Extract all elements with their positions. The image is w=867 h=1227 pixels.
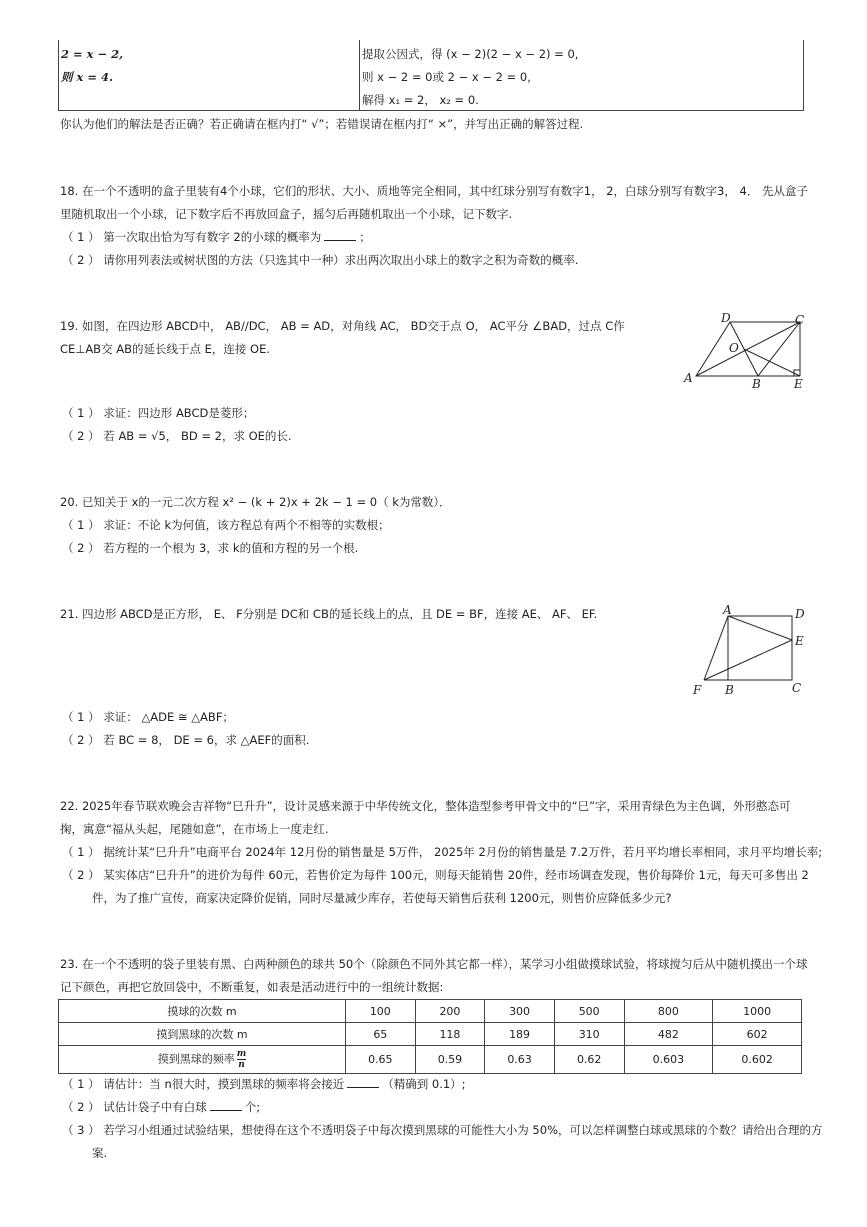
- table-cell: 189: [485, 1023, 555, 1046]
- fraction-m-over-n: [237, 1049, 247, 1070]
- square-abcd: [728, 616, 792, 680]
- rhombus-figure: [680, 310, 810, 392]
- q22-stem-2: 掬，寓意“福从头起，尾随如意”，在市场上一度走红.: [60, 822, 329, 836]
- q23-part-1: [62, 1076, 466, 1092]
- table-row: [59, 1046, 802, 1074]
- label-b: B: [752, 377, 761, 391]
- label-e: E: [794, 377, 803, 391]
- table-cell: 0.63: [485, 1046, 555, 1074]
- answer-blank[interactable]: [210, 1100, 242, 1111]
- q18-part-2: （ 2 ） 请你用列表法或树状图的方法（只选其中一种）求出两次取出小球上的数字之积为奇数的概率.: [62, 253, 579, 267]
- q18-stem-1: 18. 在一个不透明的盒子里装有4个小球，它们的形状、大小、质地等完全相同，其中红球分别写有数字1， 2，白球分别写有数字3， 4． 先从盒子: [60, 184, 808, 198]
- segment-oe: [744, 349, 800, 376]
- left-line-2: 则 x = 4.: [61, 70, 114, 84]
- label-a: A: [723, 603, 732, 617]
- label-c: C: [795, 313, 805, 327]
- label-c: C: [792, 681, 802, 695]
- q18-part-1: [62, 229, 371, 245]
- table-cell: 800: [624, 1000, 713, 1023]
- q17-instruction: 你认为他们的解法是否正确？若正确请在框内打“ √”；若错误请在框内打“ ×”，并写出正确的解答过程.: [60, 117, 584, 131]
- table-cell: 1000: [713, 1000, 802, 1023]
- q22-part-1: （ 1 ） 据统计某“巳升升”电商平台 2024年 12月份的销售量是 5万件， 2025年 2月份的销售量是 7.2万件，若月平均增长率相同，求月平均增长率;: [62, 845, 823, 859]
- row-header-black-count: 摸到黑球的次数 m: [59, 1023, 346, 1046]
- q23-stem-1: 23. 在一个不透明的袋子里装有黑、白两种颜色的球共 50个（除颜色不同外其它都一样），某学习小组做摸球试验，将球搅匀后从中随机摸出一个球: [60, 957, 808, 971]
- label-f: F: [693, 683, 702, 697]
- left-line-1: 2 = x − 2,: [61, 47, 124, 61]
- row-header-black-frequency: [59, 1046, 346, 1074]
- q22-stem-1: 22. 2025年春节联欢晚会吉祥物“巳升升”，设计灵感来源于中华传统文化，整体造型参考甲骨文中的“巳”字，采用青绿色为主色调，外形憨态可: [60, 799, 791, 813]
- right-line-2: 则 x − 2 = 0或 2 − x − 2 = 0,: [362, 70, 531, 84]
- q23-stem-2: 记下颜色，再把它放回袋中，不断重复，如表是活动进行中的一组统计数据:: [60, 980, 444, 994]
- box-divider: [359, 40, 360, 110]
- table-cell: 0.62: [554, 1046, 624, 1074]
- q18-part-1-text: （ 1 ） 第一次取出恰为写有数字 2的小球的概率为: [62, 230, 322, 244]
- label-e: E: [795, 634, 804, 648]
- answer-blank[interactable]: [347, 1077, 379, 1088]
- table-cell: 0.59: [415, 1046, 485, 1074]
- table-row: [59, 1000, 802, 1023]
- fraction-numerator: m: [236, 1049, 247, 1059]
- q20-part-1: （ 1 ） 求证：不论 k为何值，该方程总有两个不相等的实数根；: [62, 518, 390, 532]
- table-row: [59, 1023, 802, 1046]
- fraction-denominator: n: [238, 1060, 245, 1070]
- table-cell: 482: [624, 1023, 713, 1046]
- q18-stem-2: 里随机取出一个小球，记下数字后不再放回盒子，摇匀后再随机取出一个小球，记下数字.: [60, 207, 513, 221]
- table-cell: 65: [346, 1023, 416, 1046]
- square-figure: [688, 600, 813, 698]
- table-cell: 100: [346, 1000, 416, 1023]
- label-o: O: [729, 341, 739, 355]
- q19-stem-1: 19. 如图，在四边形 ABCD中， AB//DC， AB = AD，对角线 AC， BD交于点 O， AC平分 ∠BAD，过点 C作: [60, 319, 625, 333]
- q19-stem-2: CE⊥AB交 AB的延长线于点 E，连接 OE.: [60, 342, 271, 356]
- q23-part-2: [62, 1099, 260, 1115]
- right-line-3: 解得 x₁ = 2， x₂ = 0.: [362, 93, 479, 107]
- q21-part-2: （ 2 ） 若 BC = 8， DE = 6，求 △AEF的面积.: [62, 733, 310, 747]
- label-a: A: [684, 371, 693, 385]
- table-cell: 118: [415, 1023, 485, 1046]
- q21-part-1: （ 1 ） 求证： △ADE ≅ △ABF；: [62, 710, 234, 724]
- q23-part-2-end: 个;: [244, 1100, 261, 1114]
- q18-part-1-end: ；: [359, 230, 371, 244]
- q23-part-3-line-2: 案.: [92, 1146, 108, 1160]
- q23-part-3-line-1: （ 3 ） 若学习小组通过试验结果，想使得在这个不透明袋子中每次摸到黑球的可能性大小为 50%，可以怎样调整白球或黑球的个数？请给出合理的方: [62, 1123, 823, 1137]
- q22-part-2-line-2: 件，为了推广宣传，商家决定降价促销，同时尽量减少库存，若使每天销售后获利 1200元，则售价应降低多少元?: [92, 891, 672, 905]
- diagonal-ac: [696, 322, 800, 376]
- answer-blank[interactable]: [324, 230, 356, 241]
- q19-part-1: （ 1 ） 求证：四边形 ABCD是菱形；: [62, 406, 255, 420]
- label-d: D: [721, 311, 731, 325]
- table-cell: 0.602: [713, 1046, 802, 1074]
- solution-compare-box: [58, 40, 804, 111]
- table-cell: 500: [554, 1000, 624, 1023]
- q20-stem: 20. 已知关于 x的一元二次方程 x² − (k + 2)x + 2k − 1 = 0（ k为常数）．: [60, 495, 451, 509]
- table-cell: 200: [415, 1000, 485, 1023]
- label-b: B: [725, 683, 734, 697]
- q21-stem: 21. 四边形 ABCD是正方形， E、 F分别是 DC和 CB的延长线上的点，且 DE = BF，连接 AE、 AF、 EF.: [60, 607, 598, 621]
- segment-ae: [728, 616, 792, 640]
- label-d: D: [795, 607, 805, 621]
- trial-stats-table: [58, 999, 802, 1074]
- table-cell: 602: [713, 1023, 802, 1046]
- q20-part-2: （ 2 ） 若方程的一个根为 3，求 k的值和方程的另一个根.: [62, 541, 359, 555]
- table-cell: 310: [554, 1023, 624, 1046]
- table-cell: 0.603: [624, 1046, 713, 1074]
- q19-part-2: （ 2 ） 若 AB = √5， BD = 2，求 OE的长.: [62, 429, 292, 443]
- q22-part-2-line-1: （ 2 ） 某实体店“巳升升”的进价为每件 60元，若售价定为每件 100元，则每天能销售 20件，经市场调查发现，售价每降价 1元，每天可多售出 2: [62, 868, 809, 882]
- row-header-trials: 摸球的次数 m: [59, 1000, 346, 1023]
- right-line-1: 提取公因式，得 (x − 2)(2 − x − 2) = 0,: [362, 47, 579, 61]
- table-cell: 0.65: [346, 1046, 416, 1074]
- q23-part-1-end: （精确到 0.1）;: [382, 1077, 466, 1091]
- q23-part-2-text: （ 2 ） 试估计袋子中有白球: [62, 1100, 207, 1114]
- q23-part-1-text: （ 1 ） 请估计：当 n很大时，摸到黑球的频率将会接近: [62, 1077, 345, 1091]
- frequency-label: 摸到黑球的频率: [157, 1052, 235, 1066]
- table-cell: 300: [485, 1000, 555, 1023]
